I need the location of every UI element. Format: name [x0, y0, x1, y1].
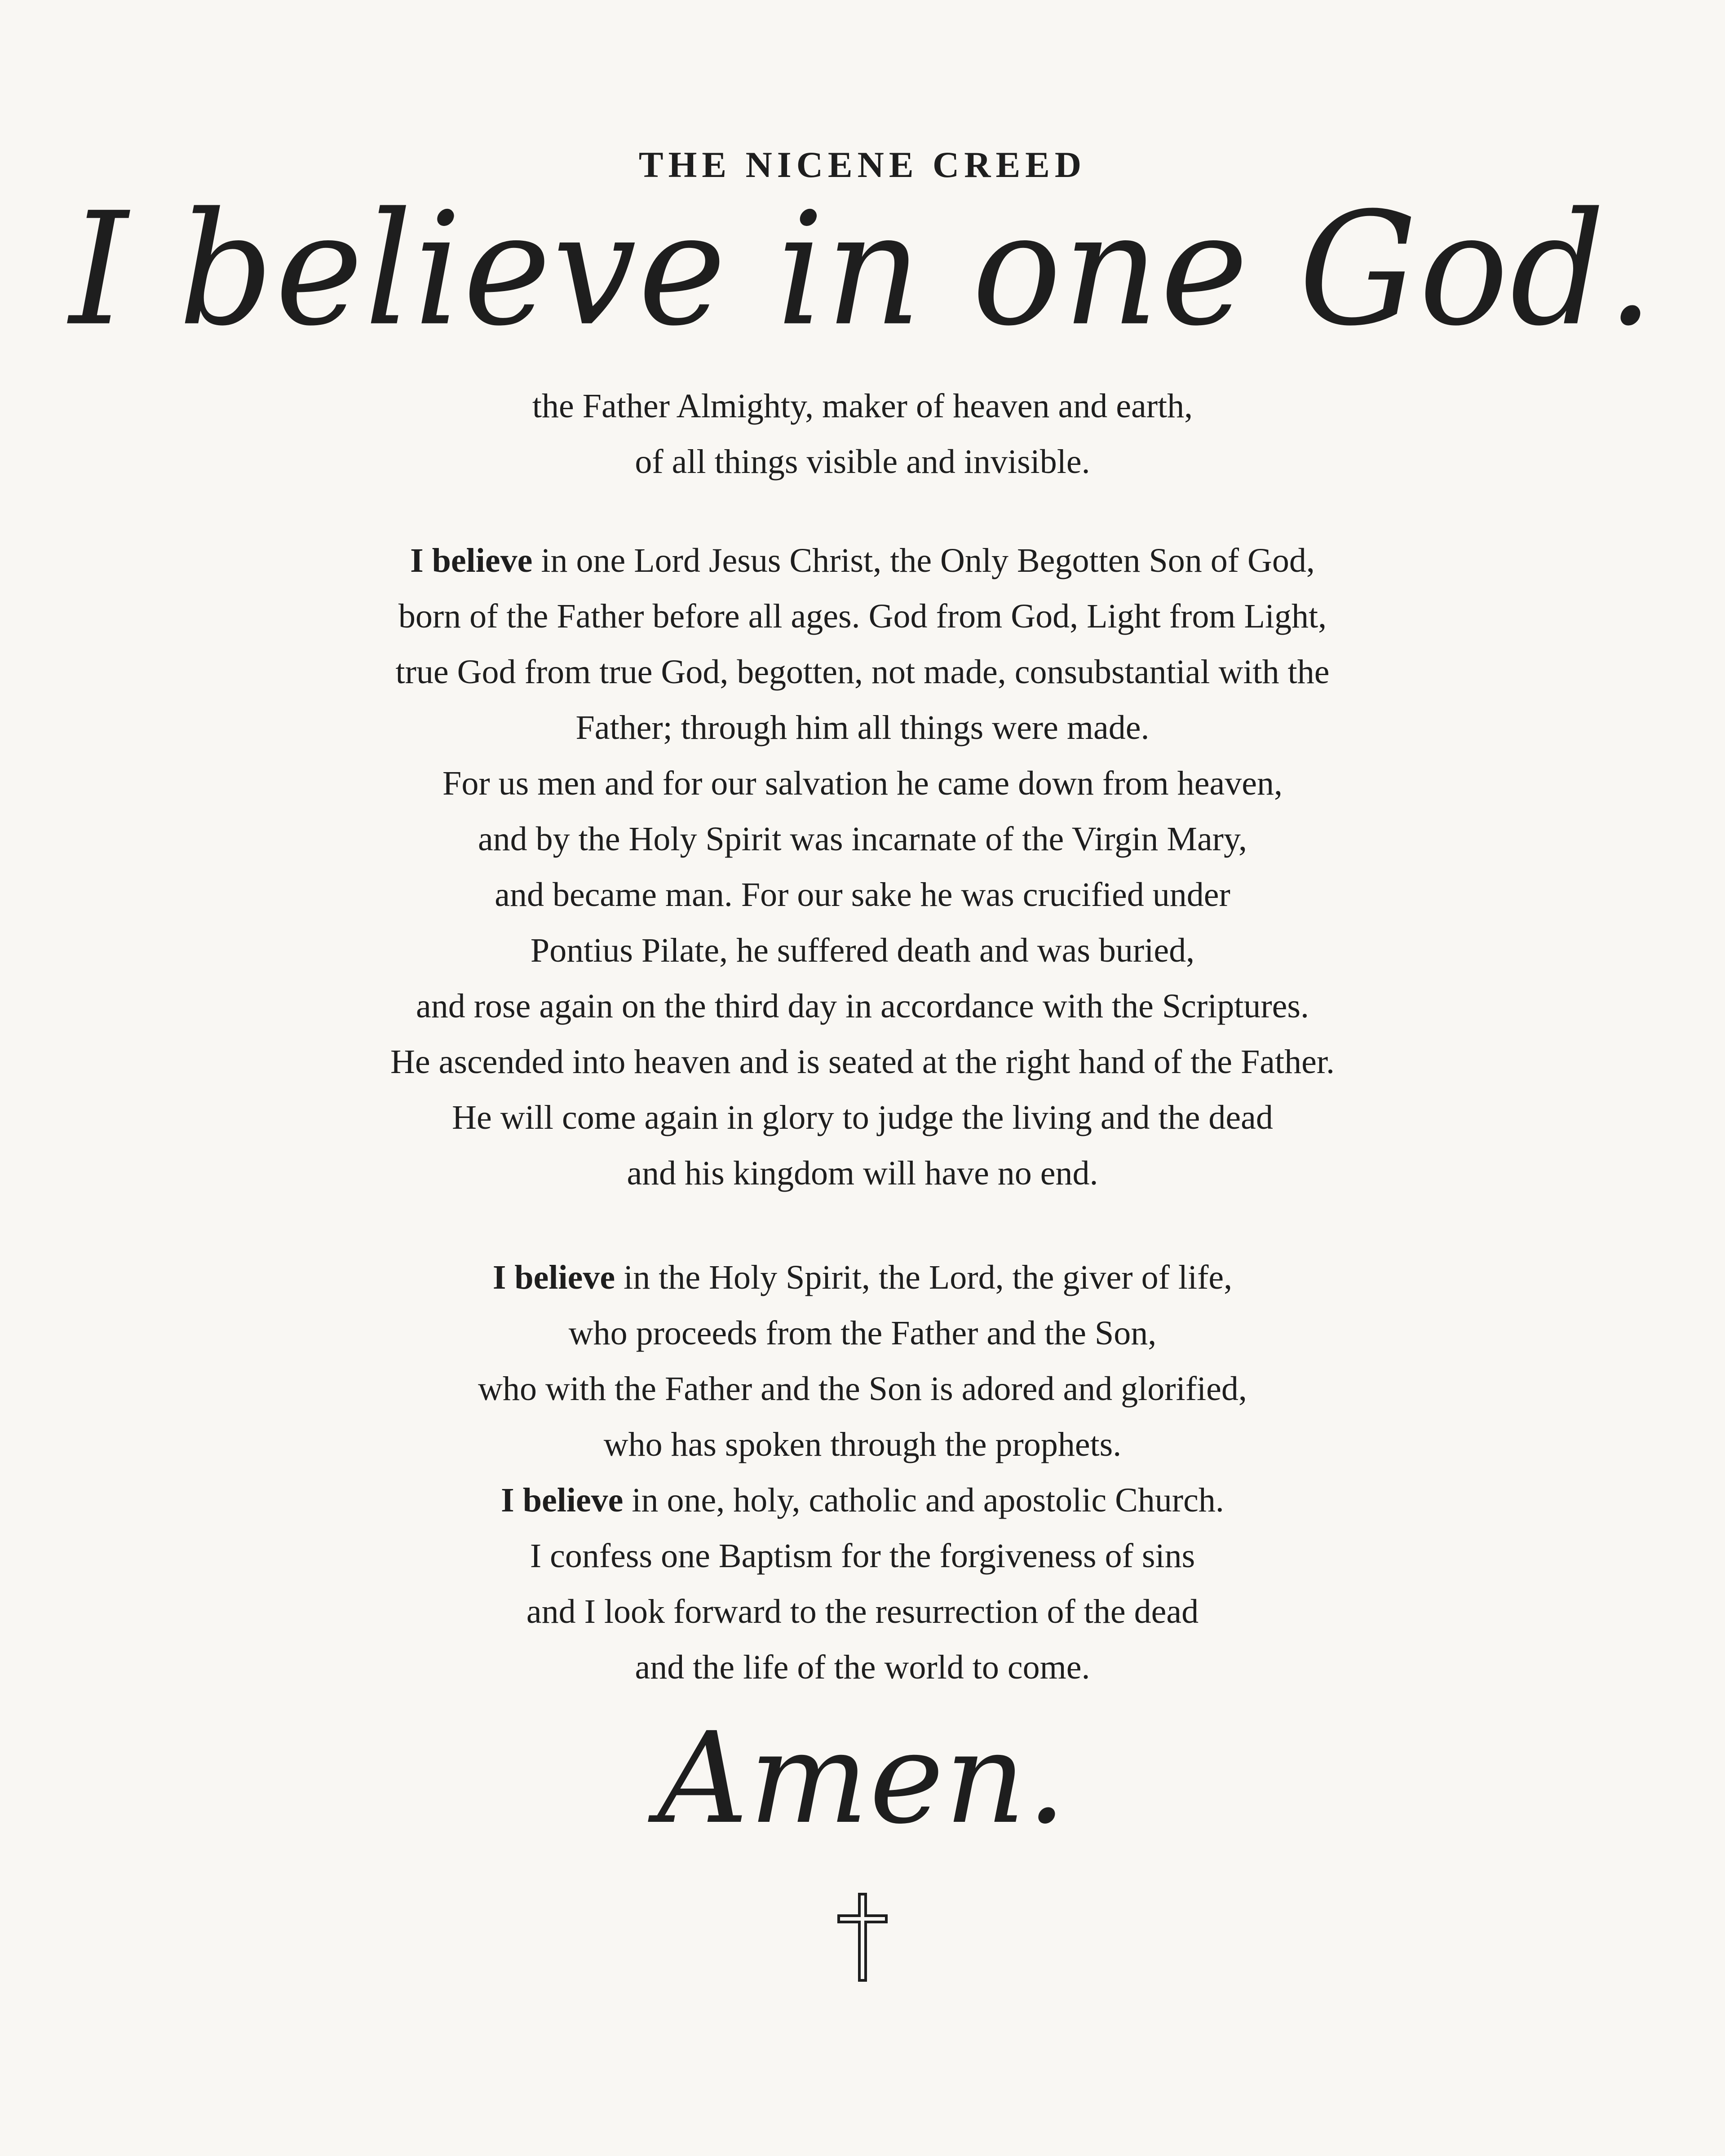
intro-paragraph	[0, 378, 1725, 490]
spirit-line: who has spoken through the prophets.	[603, 1426, 1122, 1463]
son-line: born of the Father before all ages. God from God, Light from Light,	[398, 597, 1327, 635]
spirit-lead-line	[0, 1250, 1725, 1305]
son-line: and by the Holy Spirit was incarnate of the Virgin Mary,	[478, 820, 1247, 858]
spirit-line: and I look forward to the resurrection of the dead	[526, 1593, 1199, 1630]
spirit-line: and the life of the world to come.	[635, 1648, 1090, 1686]
son-line: He ascended into heaven and is seated at the right hand of the Father.	[390, 1043, 1335, 1081]
son-line: and became man. For our sake he was crucified under	[495, 876, 1230, 914]
script-title: I believe in one God.	[69, 179, 1656, 360]
church-lead-line	[0, 1472, 1725, 1528]
son-line: and his kingdom will have no end.	[627, 1154, 1098, 1192]
son-line: true God from true God, begotten, not made, consubstantial with the	[395, 653, 1330, 691]
spirit-line: I confess one Baptism for the forgiveness of sins	[530, 1537, 1195, 1575]
intro-line: the Father Almighty, maker of heaven and earth,	[532, 387, 1193, 425]
lead-rest: in the Holy Spirit, the Lord, the giver of life,	[615, 1259, 1233, 1296]
son-lead-line	[0, 533, 1725, 588]
cross-icon	[836, 1892, 889, 1982]
page-title: THE NICENE CREED	[638, 144, 1087, 185]
son-line: For us men and for our salvation he came down from heaven,	[442, 764, 1283, 802]
son-line: Father; through him all things were made.	[575, 709, 1150, 747]
bold-lead: I believe	[501, 1481, 624, 1519]
bold-lead: I believe	[410, 542, 533, 579]
lead-rest: in one, holy, catholic and apostolic Church.	[623, 1481, 1224, 1519]
amen-script: Amen.	[657, 1705, 1068, 1852]
son-line: He will come again in glory to judge the living and the dead	[452, 1099, 1273, 1136]
son-paragraph	[0, 533, 1725, 1201]
spirit-line: who proceeds from the Father and the Son,	[568, 1314, 1157, 1352]
intro-line: of all things visible and invisible.	[635, 443, 1090, 481]
son-line: and rose again on the third day in accordance with the Scriptures.	[416, 987, 1309, 1025]
lead-rest: in one Lord Jesus Christ, the Only Begotten Son of God,	[532, 542, 1315, 579]
spirit-paragraph	[0, 1250, 1725, 1695]
son-line: Pontius Pilate, he suffered death and was buried,	[530, 932, 1195, 969]
spirit-line: who with the Father and the Son is adored and glorified,	[478, 1370, 1247, 1408]
bold-lead: I believe	[492, 1259, 615, 1296]
